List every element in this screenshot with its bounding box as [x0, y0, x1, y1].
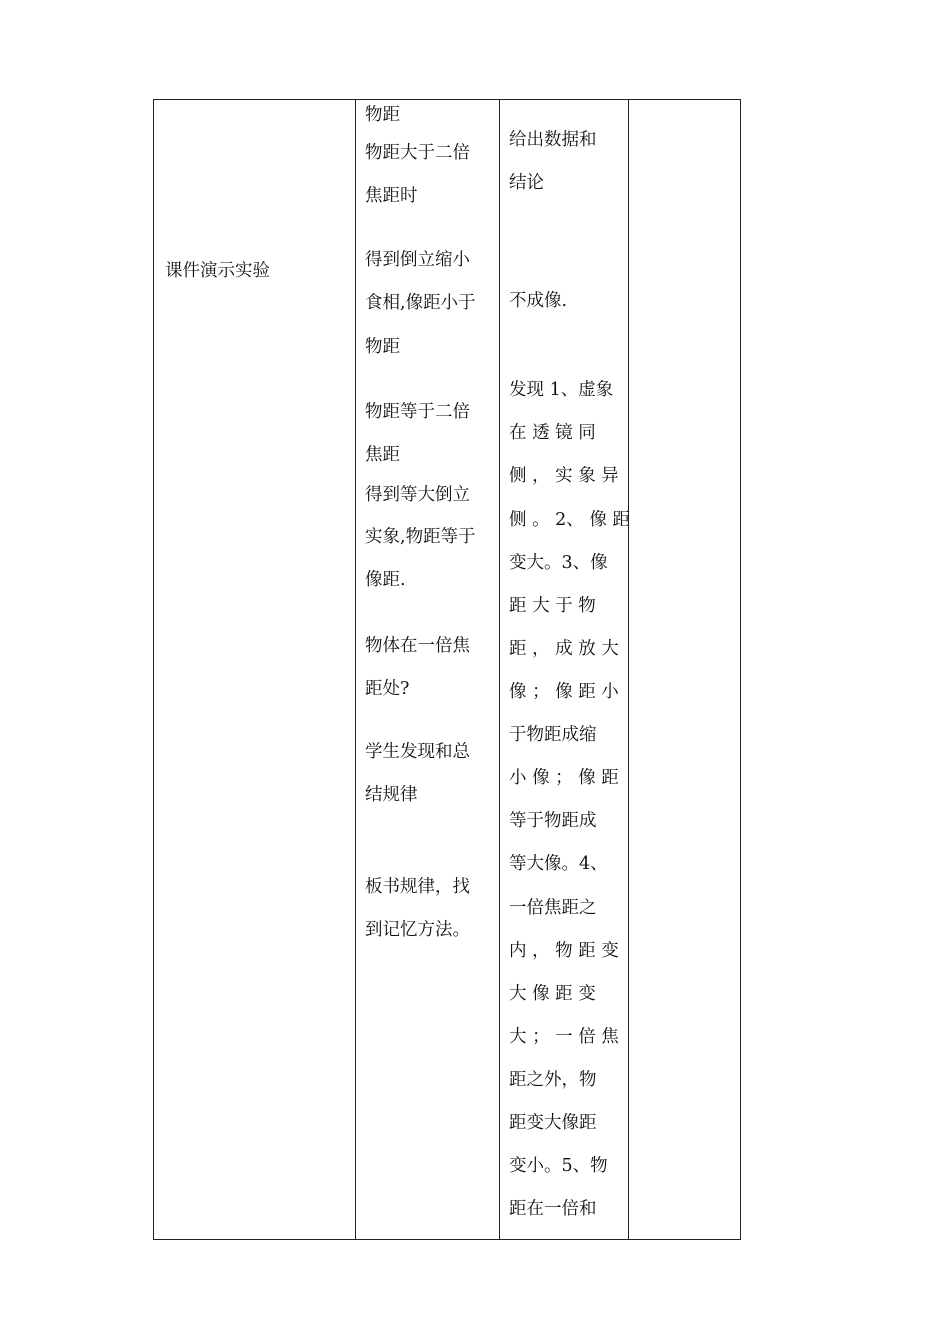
- text-line: 得到等大倒立: [365, 485, 470, 505]
- column-divider: [355, 100, 356, 1239]
- text-line: 像 ； 像 距 小: [509, 682, 619, 702]
- text-line: 物距: [365, 337, 400, 357]
- text-line: 结规律: [365, 785, 418, 805]
- text-line: 一倍焦距之: [509, 898, 597, 918]
- text-line: 焦距时: [365, 186, 418, 206]
- text-line: 侧 。 2、 像 距: [509, 510, 630, 530]
- text-line: 内 ， 物 距 变: [509, 941, 619, 961]
- text-line: 距 ， 成 放 大: [509, 639, 619, 659]
- text-line: 大 ； 一 倍 焦: [509, 1027, 619, 1047]
- text-line: 实象,物距等于: [365, 527, 476, 547]
- text-line: 在 透 镜 同: [509, 423, 596, 443]
- text-line: 于物距成缩: [509, 725, 597, 745]
- text-line: 像距.: [365, 570, 406, 590]
- text-line: 物距大于二倍: [365, 143, 470, 163]
- text-line: 不成像.: [509, 291, 568, 311]
- text-line: 距之外，物: [509, 1070, 597, 1090]
- text-line: 距 大 于 物: [509, 596, 596, 616]
- text-line: 等于物距成: [509, 811, 597, 831]
- text-line: 等大像。4、: [509, 854, 608, 874]
- text-line: 学生发现和总: [365, 742, 470, 762]
- text-line: 食相,像距小于: [365, 293, 476, 313]
- text-line: 物体在一倍焦: [365, 636, 470, 656]
- text-line: 板书规律，找: [365, 877, 470, 897]
- column-divider: [628, 100, 629, 1239]
- text-line: 得到倒立缩小: [365, 250, 470, 270]
- text-line: 侧 ， 实 象 异: [509, 466, 619, 486]
- lesson-table: [153, 99, 741, 1240]
- text-line: 距在一倍和: [509, 1199, 597, 1219]
- text-line: 距处?: [365, 679, 410, 699]
- text-line: 物距: [365, 105, 400, 125]
- text-line: 距变大像距: [509, 1113, 597, 1133]
- text-line: 变大。3、像: [509, 553, 608, 573]
- text-line: 大 像 距 变: [509, 984, 596, 1004]
- text-line: 到记忆方法。: [365, 920, 470, 940]
- notes-cell: [639, 100, 739, 1239]
- text-line: 物距等于二倍: [365, 402, 470, 422]
- column-divider: [499, 100, 500, 1239]
- text-line: 焦距: [365, 445, 400, 465]
- text-line: 给出数据和: [509, 130, 597, 150]
- text-line: 小 像 ； 像 距: [509, 768, 619, 788]
- activity-label: 课件演示实验: [165, 261, 270, 281]
- text-line: 变小。5、物: [509, 1156, 608, 1176]
- text-line: 结论: [509, 173, 544, 193]
- text-line: 发现 1、虚象: [509, 380, 614, 400]
